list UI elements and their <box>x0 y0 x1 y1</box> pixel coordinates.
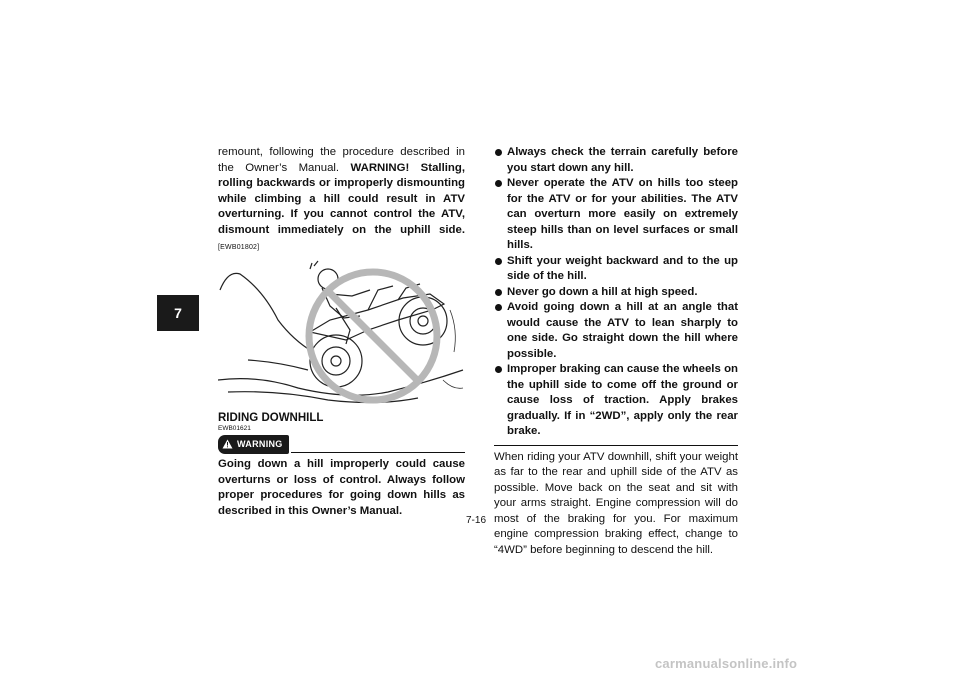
body-paragraph: When riding your ATV downhill, shift your weight as far to the rear and uphill side of the ATV as possible. Move back on the seat and sit with your arms straight. Engine compression will do most of the braking for you. For maximum engine compression braking effect, change to “4WD” before beginning to descend the hill. <box>494 450 738 556</box>
bullet-list <box>494 145 738 440</box>
warning-header <box>218 435 465 455</box>
bullet-item <box>494 285 738 301</box>
bullet-item <box>494 300 738 362</box>
chapter-number: 7 <box>174 305 182 321</box>
bullet-dot-icon <box>495 258 502 265</box>
intro-code: [EWB01802] <box>218 244 260 251</box>
left-column <box>218 145 465 519</box>
intro-paragraph <box>218 145 465 256</box>
bullet-text: Never operate the ATV on hills too steep for the ATV or for your abilities. The ATV can overturn more easily on extremely steep hills than on level surfaces or small hills. <box>507 177 738 251</box>
bullet-dot-icon <box>495 366 502 373</box>
warning-end-divider <box>494 445 738 446</box>
bullet-item <box>494 362 738 440</box>
warning-label: WARNING <box>237 438 283 449</box>
section-heading: RIDING DOWNHILL <box>218 411 324 424</box>
chapter-tab <box>157 295 199 331</box>
bullet-dot-icon <box>495 149 502 156</box>
bullet-text: Always check the terrain carefully before you start down any hill. <box>507 146 738 174</box>
bullet-dot-icon <box>495 289 502 296</box>
watermark: carmanualsonline.info <box>655 656 798 671</box>
warning-badge <box>218 435 289 455</box>
bullet-item <box>494 254 738 285</box>
intro-normal-text: remount, following the procedure described in the Owner’s Manual. <box>218 146 465 174</box>
intro-warning-text: WARNING! Stalling, rolling backwards or improperly dismounting while climbing a hill could result in ATV overturning. If you cannot control the ATV, dismount immediately on the uphill side. <box>218 161 465 236</box>
bullet-dot-icon <box>495 180 502 187</box>
bullet-text: Improper braking can cause the wheels on the uphill side to come off the ground or cause loss of traction. Apply brakes gradually. If in “2WD”, apply only the rear brake. <box>507 363 738 437</box>
bullet-item <box>494 176 738 254</box>
bullet-item <box>494 145 738 176</box>
warning-divider <box>291 452 465 453</box>
page-number: 7-16 <box>466 515 487 526</box>
bullet-text: Avoid going down a hill at an angle that would cause the ATV to lean sharply to one side. Go straight down the hill where possible. <box>507 301 738 360</box>
bullet-text: Never go down a hill at high speed. <box>507 285 698 298</box>
section-code: EWB01621 <box>218 424 251 432</box>
warning-triangle-icon <box>222 439 233 449</box>
bullet-text: Shift your weight backward and to the up side of the hill. <box>507 254 738 282</box>
prohibited-atv-hill-illustration <box>218 260 465 410</box>
right-column <box>494 145 738 558</box>
bullet-dot-icon <box>495 304 502 311</box>
warning-text: Going down a hill improperly could cause overturns or loss of control. Always follow proper procedures for going down hills as described in this Owner’s Manual. <box>218 458 465 517</box>
